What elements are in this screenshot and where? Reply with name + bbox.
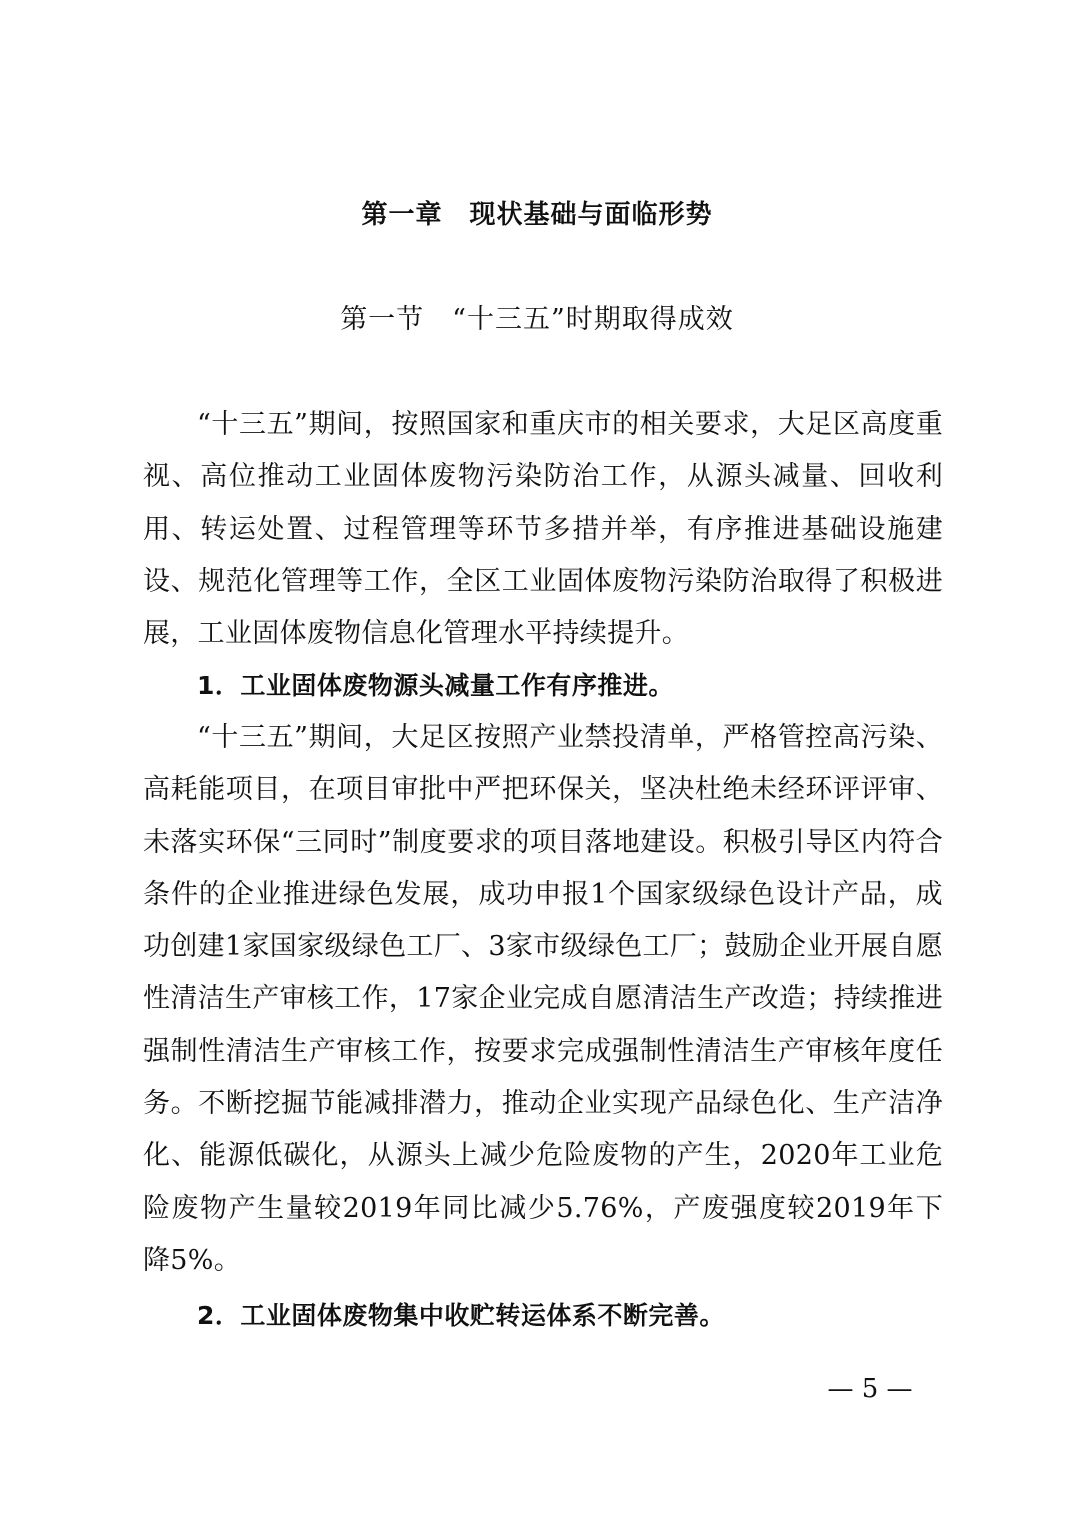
numbered-heading: 2．工业固体废物集中收贮转运体系不断完善。 — [197, 1301, 725, 1330]
section-title: 第一节 “十三五”时期取得成效 — [340, 304, 734, 335]
body-paragraph: “十三五”期间，按照国家和重庆市的相关要求，大足区高度重视、高位推动工业固体废物污染防治工作，从源头减量、回收利用、转运处置、过程管理等环节多措并举，有序推进基础设施建设、规范化管理等工作，全区工业固体废物污染防治取得了积极进展，工业固体废物信息化管理水平持续提升。 — [143, 409, 943, 650]
page-number: — 5 — — [827, 1374, 913, 1404]
body-paragraph: “十三五”期间，大足区按照产业禁投清单，严格管控高污染、高耗能项目，在项目审批中严把环保关，坚决杜绝未经环评评审、未落实环保“三同时”制度要求的项目落地建设。积极引导区内符合条件的企业推进绿色发展，成功申报1个国家级绿色设计产品，成功创建1家国家级绿色工厂、3家市级绿色工厂；鼓励企业开展自愿性清洁生产审核工作，17家企业完成自愿清洁生产改造；持续推进强制性清洁生产审核工作，按要求完成强制性清洁生产审核年度任务。不断挖掘节能减排潜力，推动企业实现产品绿色化、生产洁净化、能源低碳化，从源头上减少危险废物的产生，2020年工业危险废物产生量较2019年同比减少5.76%，产废强度较2019年下降5%。 — [143, 722, 943, 1276]
numbered-heading: 1．工业固体废物源头减量工作有序推进。 — [197, 671, 674, 700]
chapter-title: 第一章 现状基础与面临形势 — [361, 200, 713, 230]
